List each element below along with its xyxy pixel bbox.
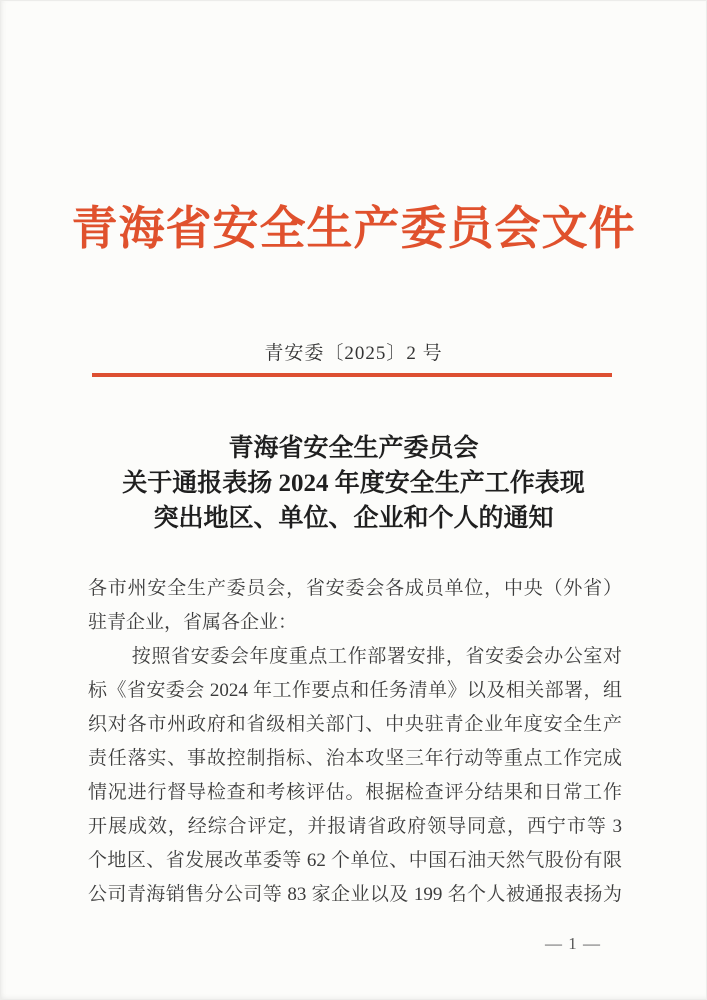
body-text-line: 个地区、省发展改革委等 62 个单位、中国石油天然气股份有限 (88, 850, 622, 871)
body-text-line: 按照省安委会年度重点工作部署安排，省安委会办公室对 (131, 646, 622, 667)
document-title-line: 突出地区、单位、企业和个人的通知 (153, 505, 554, 532)
page-number: — 1 — (545, 934, 601, 953)
document-body (88, 572, 622, 912)
body-text-line: 开展成效，经综合评定，并报请省政府领导同意，西宁市等 3 (88, 816, 622, 837)
document-number: 青安委〔2025〕2 号 (264, 343, 443, 364)
document-title (0, 431, 707, 536)
salutation-line: 各市州安全生产委员会，省安委会各成员单位，中央（外省） (88, 578, 622, 599)
letterhead-title: 青海省安全生产委员会文件 (71, 203, 636, 254)
body-text-line: 织对各市州政府和省级相关部门、中央驻青企业年度安全生产 (88, 714, 622, 735)
salutation-line: 驻青企业，省属各企业： (88, 612, 298, 633)
body-text-line: 公司青海销售分公司等 83 家企业以及 199 名个人被通报表扬为 (88, 884, 622, 905)
document-title-line: 青海省安全生产委员会 (228, 435, 479, 462)
body-text-line: 情况进行督导检查和考核评估。根据检查评分结果和日常工作 (88, 782, 622, 803)
body-text-line: 标《省安委会 2024 年工作要点和任务清单》以及相关部署，组 (88, 680, 622, 701)
body-text-line: 责任落实、事故控制指标、治本攻坚三年行动等重点工作完成 (88, 748, 622, 769)
document-title-line: 关于通报表扬 2024 年度安全生产工作表现 (122, 470, 585, 497)
red-separator-line (92, 373, 612, 377)
